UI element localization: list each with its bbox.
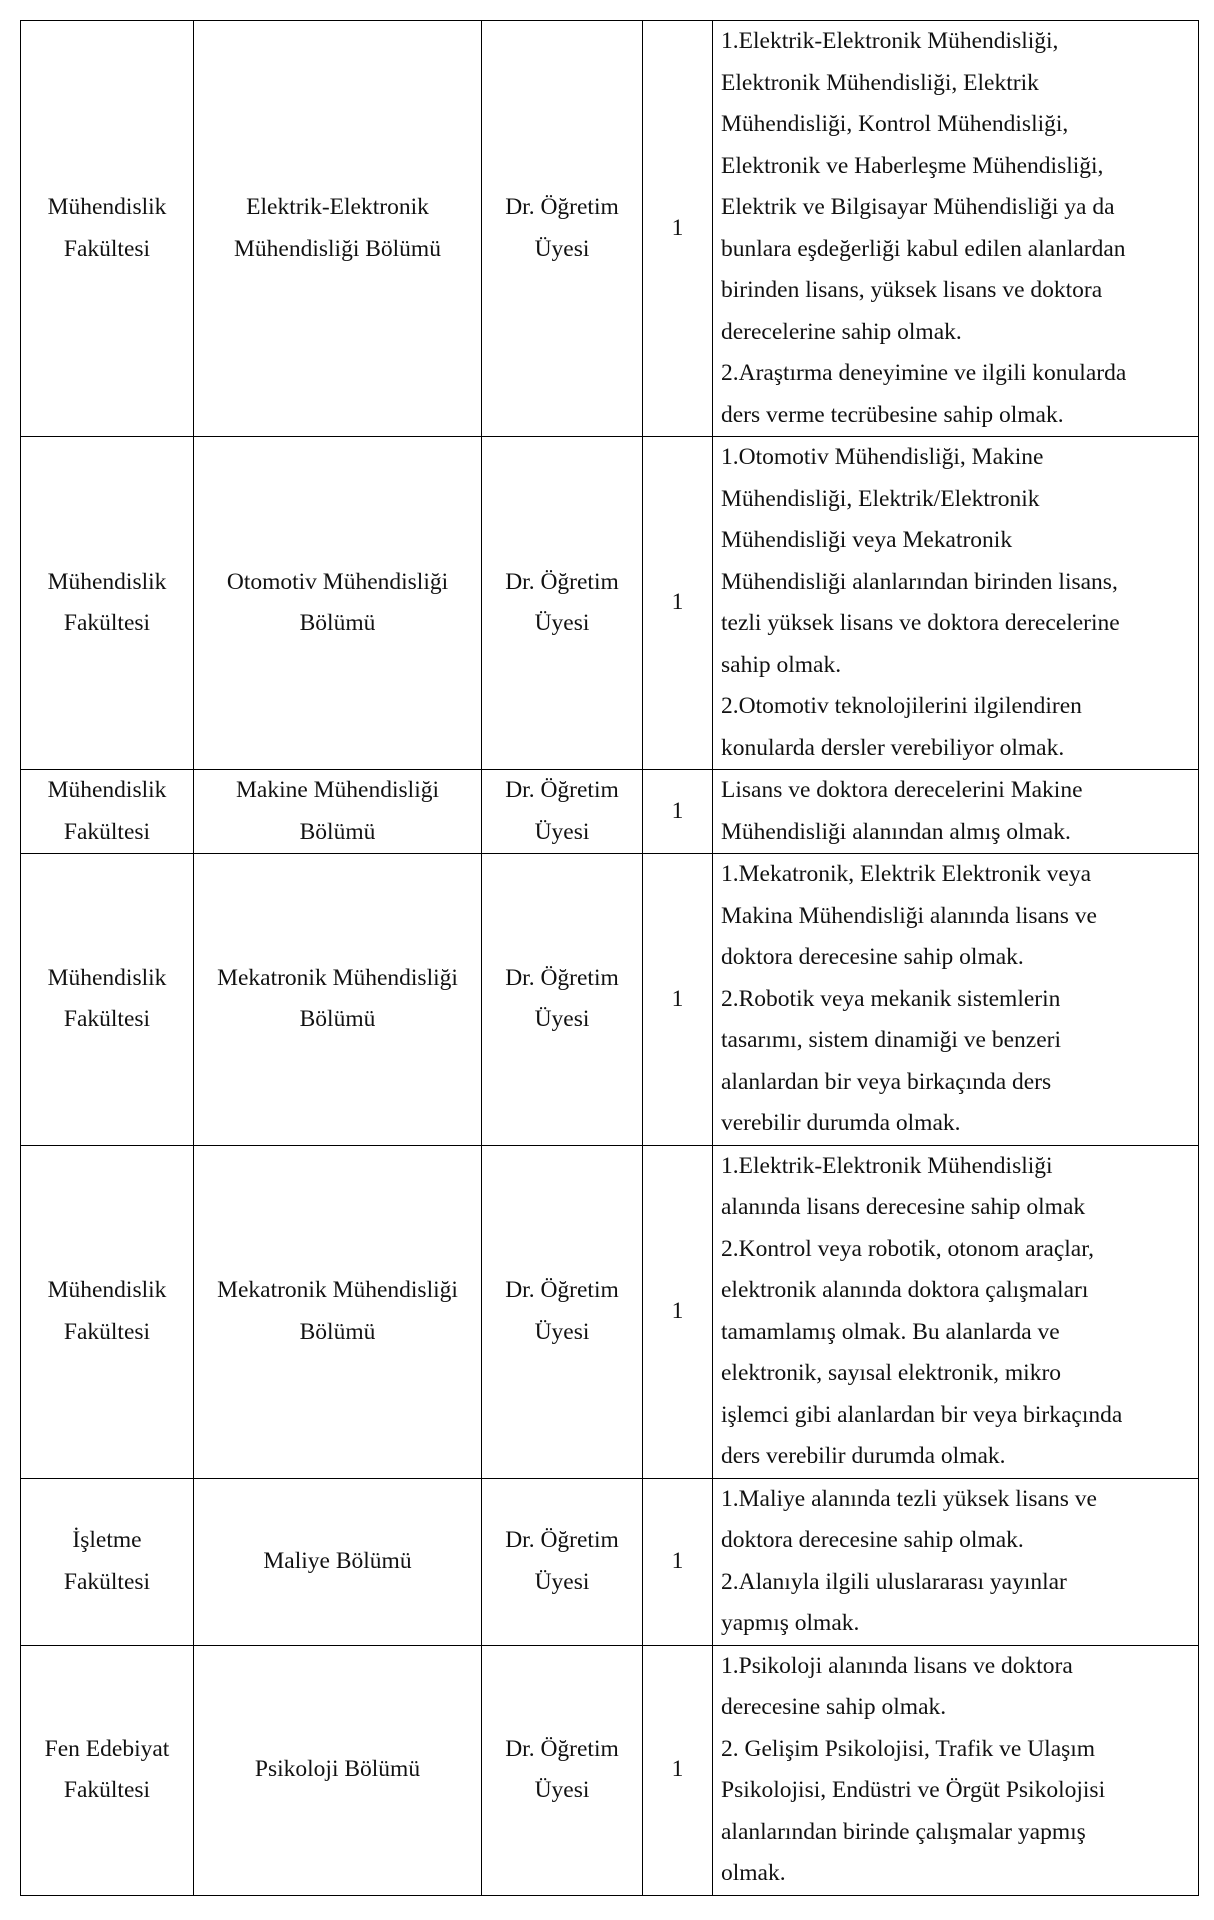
requirement-line: tasarımı, sistem dinamiği ve benzeri xyxy=(721,1027,1062,1053)
requirement-line: konularda dersler verebiliyor olmak. xyxy=(721,734,1065,761)
requirement-line: Elektrik ve Bilgisayar Mühendisliği ya da xyxy=(721,194,1115,220)
requirement-line: Makina Mühendisliği alanında lisans ve xyxy=(721,902,1097,929)
requirement-line: doktora derecesine sahip olmak. xyxy=(721,944,1024,970)
position-count: 1 xyxy=(671,797,684,824)
position-count: 1 xyxy=(671,214,684,241)
requirement-line: 1.Elektrik-Elektronik Mühendisliği, xyxy=(721,28,1059,54)
department-cell xyxy=(194,854,482,1146)
table-body xyxy=(21,21,1199,1896)
academic-title: Dr. Öğretim xyxy=(505,194,619,220)
requirement-line: Mühendisliği alanlarından birinden lisans, xyxy=(721,568,1118,595)
count-cell xyxy=(643,854,713,1146)
requirement-line: Elektronik Mühendisliği, Elektrik xyxy=(721,69,1039,96)
requirement-line: bunlara eşdeğerliği kabul edilen alanlardan xyxy=(721,235,1126,262)
academic-title: Dr. Öğretim xyxy=(505,1277,619,1303)
title-cell xyxy=(482,1145,643,1478)
requirement-line: tezli yüksek lisans ve doktora derecelerine xyxy=(721,610,1120,636)
faculty-cell xyxy=(21,1145,194,1478)
requirement-line: yapmış olmak. xyxy=(721,1610,860,1636)
academic-title: Üyesi xyxy=(534,1568,590,1595)
faculty-name: Fen Edebiyat xyxy=(44,1735,170,1762)
requirement-line: Mühendisliği alanından almış olmak. xyxy=(721,818,1071,845)
requirements-cell xyxy=(713,1645,1199,1895)
department-cell xyxy=(194,437,482,770)
faculty-name: Mühendislik xyxy=(47,777,167,803)
academic-title: Dr. Öğretim xyxy=(505,1527,619,1553)
faculty-cell xyxy=(21,437,194,770)
requirement-line: elektronik, sayısal elektronik, mikro xyxy=(721,1360,1062,1386)
department-name: Mekatronik Mühendisliği xyxy=(217,964,458,991)
department-cell xyxy=(194,21,482,437)
department-cell xyxy=(194,1645,482,1895)
faculty-name: Fakültesi xyxy=(63,235,151,262)
faculty-name: İşletme xyxy=(72,1527,142,1553)
requirement-line: derecelerine sahip olmak. xyxy=(721,318,962,345)
requirement-line: 1.Maliye alanında tezli yüksek lisans ve xyxy=(721,1485,1097,1512)
department-name: Bölümü xyxy=(299,818,376,845)
requirement-line: alanlardan bir veya birkaçında ders xyxy=(721,1068,1052,1095)
academic-title: Üyesi xyxy=(534,235,590,262)
requirement-line: 1.Otomotiv Mühendisliği, Makine xyxy=(721,444,1044,470)
requirement-line: Elektronik ve Haberleşme Mühendisliği, xyxy=(721,152,1104,179)
table-row xyxy=(21,1478,1199,1645)
requirements-cell xyxy=(713,21,1199,437)
department-name: Mekatronik Mühendisliği xyxy=(217,1277,458,1303)
table-row xyxy=(21,770,1199,854)
requirement-line: elektronik alanında doktora çalışmaları xyxy=(721,1277,1089,1303)
count-cell xyxy=(643,437,713,770)
faculty-cell xyxy=(21,1478,194,1645)
position-count: 1 xyxy=(671,1756,684,1783)
academic-title: Dr. Öğretim xyxy=(505,964,619,991)
academic-title: Üyesi xyxy=(534,610,590,636)
title-cell xyxy=(482,21,643,437)
requirement-line: 2.Alanıyla ilgili uluslararası yayınlar xyxy=(721,1568,1067,1595)
title-cell xyxy=(482,1645,643,1895)
academic-title: Dr. Öğretim xyxy=(505,568,619,595)
requirements-cell xyxy=(713,1145,1199,1478)
requirement-line: sahip olmak. xyxy=(721,651,842,678)
department-cell xyxy=(194,1145,482,1478)
requirements-cell xyxy=(713,1478,1199,1645)
title-cell xyxy=(482,854,643,1146)
academic-title: Üyesi xyxy=(534,818,590,845)
faculty-name: Mühendislik xyxy=(47,194,167,220)
faculty-name: Fakültesi xyxy=(63,610,151,636)
requirements-cell xyxy=(713,437,1199,770)
table-row xyxy=(21,1645,1199,1895)
requirement-line: birinden lisans, yüksek lisans ve doktora xyxy=(721,277,1103,303)
department-cell xyxy=(194,1478,482,1645)
department-name: Makine Mühendisliği xyxy=(236,777,439,803)
faculty-name: Fakültesi xyxy=(63,818,151,845)
requirement-line: 1.Mekatronik, Elektrik Elektronik veya xyxy=(721,861,1092,887)
faculty-cell xyxy=(21,854,194,1146)
requirement-line: Mühendisliği, Elektrik/Elektronik xyxy=(721,485,1040,512)
requirement-line: verebilir durumda olmak. xyxy=(721,1110,961,1136)
title-cell xyxy=(482,770,643,854)
table-row xyxy=(21,21,1199,437)
faculty-cell xyxy=(21,770,194,854)
academic-title: Üyesi xyxy=(534,1777,590,1803)
requirement-line: Mühendisliği, Kontrol Mühendisliği, xyxy=(721,111,1069,137)
academic-title: Dr. Öğretim xyxy=(505,1735,619,1762)
requirement-line: 2.Araştırma deneyimine ve ilgili konularda xyxy=(721,360,1127,386)
requirement-line: alanında lisans derecesine sahip olmak xyxy=(721,1194,1086,1220)
department-name: Psikoloji Bölümü xyxy=(254,1756,421,1783)
requirement-line: Lisans ve doktora derecelerini Makine xyxy=(721,777,1083,803)
requirement-line: Psikolojisi, Endüstri ve Örgüt Psikolojisi xyxy=(721,1777,1106,1803)
department-name: Otomotiv Mühendisliği xyxy=(226,568,449,595)
title-cell xyxy=(482,437,643,770)
table-row xyxy=(21,1145,1199,1478)
positions-table xyxy=(20,20,1199,1896)
department-cell xyxy=(194,770,482,854)
requirement-line: Mühendisliği veya Mekatronik xyxy=(721,527,1013,553)
table-row xyxy=(21,437,1199,770)
requirement-line: 2.Kontrol veya robotik, otonom araçlar, xyxy=(721,1235,1094,1262)
academic-title: Üyesi xyxy=(534,1006,590,1033)
requirement-line: alanlarından birinde çalışmalar yapmış xyxy=(721,1818,1086,1845)
requirements-cell xyxy=(713,854,1199,1146)
count-cell xyxy=(643,1478,713,1645)
count-cell xyxy=(643,21,713,437)
department-name: Bölümü xyxy=(299,1318,376,1345)
position-count: 1 xyxy=(671,1547,684,1574)
department-name: Maliye Bölümü xyxy=(263,1547,412,1574)
table-row xyxy=(21,854,1199,1146)
count-cell xyxy=(643,1645,713,1895)
department-name: Bölümü xyxy=(299,1006,376,1033)
faculty-name: Mühendislik xyxy=(47,1277,167,1303)
requirement-line: ders verme tecrübesine sahip olmak. xyxy=(721,401,1064,428)
position-count: 1 xyxy=(671,589,684,616)
requirement-line: 2.Otomotiv teknolojilerini ilgilendiren xyxy=(721,693,1082,719)
requirement-line: işlemci gibi alanlardan bir veya birkaçında xyxy=(721,1401,1123,1428)
faculty-name: Fakültesi xyxy=(63,1568,151,1595)
faculty-name: Fakültesi xyxy=(63,1318,151,1345)
title-cell xyxy=(482,1478,643,1645)
faculty-name: Mühendislik xyxy=(47,964,167,991)
faculty-cell xyxy=(21,21,194,437)
requirement-line: tamamlamış olmak. Bu alanlarda ve xyxy=(721,1318,1060,1345)
faculty-cell xyxy=(21,1645,194,1895)
faculty-name: Fakültesi xyxy=(63,1777,151,1803)
requirement-line: 1.Psikoloji alanında lisans ve doktora xyxy=(721,1652,1073,1679)
position-count: 1 xyxy=(671,985,684,1012)
requirement-line: doktora derecesine sahip olmak. xyxy=(721,1527,1024,1553)
requirements-cell xyxy=(713,770,1199,854)
requirement-line: derecesine sahip olmak. xyxy=(721,1694,947,1720)
requirement-line: olmak. xyxy=(721,1860,786,1886)
count-cell xyxy=(643,770,713,854)
department-name: Mühendisliği Bölümü xyxy=(234,235,441,262)
academic-title: Dr. Öğretim xyxy=(505,777,619,803)
position-count: 1 xyxy=(671,1297,684,1324)
faculty-name: Mühendislik xyxy=(47,568,167,595)
requirement-line: 2.Robotik veya mekanik sistemlerin xyxy=(721,985,1061,1012)
department-name: Elektrik-Elektronik xyxy=(246,194,429,220)
requirement-line: 1.Elektrik-Elektronik Mühendisliği xyxy=(721,1152,1053,1179)
count-cell xyxy=(643,1145,713,1478)
faculty-name: Fakültesi xyxy=(63,1006,151,1033)
requirement-line: 2. Gelişim Psikolojisi, Trafik ve Ulaşım xyxy=(721,1735,1096,1762)
requirement-line: ders verebilir durumda olmak. xyxy=(721,1443,1006,1469)
academic-title: Üyesi xyxy=(534,1318,590,1345)
department-name: Bölümü xyxy=(299,610,376,636)
